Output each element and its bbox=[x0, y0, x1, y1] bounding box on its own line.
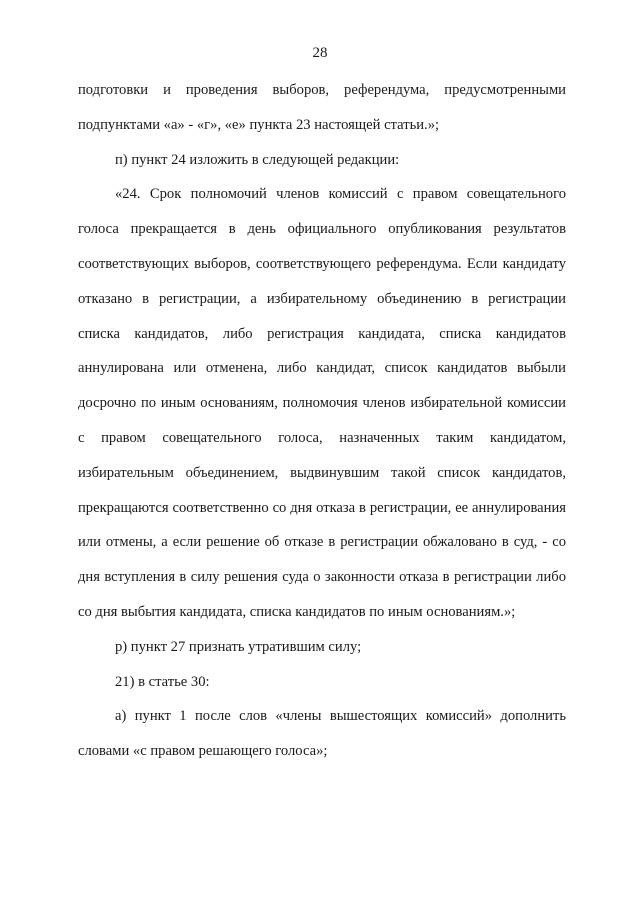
paragraph-item-a: а) пункт 1 после слов «члены вышестоящих комиссий» дополнить словами «с правом решающего голоса»; bbox=[78, 708, 566, 760]
paragraph-item-24: «24. Срок полномочий членов комиссий с правом совещательного голоса прекращается в день официального опубликования результатов соответствующих выборов, соответствующего референдума. Если кандидату отказано в регистрации, а избирательному объединению в регистрации списка кандидатов, либо регистрация кандидата, списка кандидатов аннулирована или отменена, либо кандидат, список кандидатов выбыли досрочно по иным основаниям, полномочия членов избирательной комиссии с правом совещательного голоса, назначенных таким кандидатом, избирательным объединением, выдвинувшим такой список кандидатов, прекращаются соответственно со дня отказа в регистрации, ее аннулирования или отмены, а если решение об отказе в регистрации обжаловано в суд, - со дня вступления в силу решения суда о законности отказа в регистрации либо со дня выбытия кандидата, списка кандидатов по иным основаниям.»; bbox=[78, 186, 566, 620]
paragraph-continuation: подготовки и проведения выборов, референдума, предусмотренными подпунктами «а» - «г», «е» пункта 23 настоящей статьи.»; bbox=[78, 82, 566, 133]
document-body bbox=[78, 73, 566, 769]
paragraph-item-21: 21) в статье 30: bbox=[115, 673, 210, 690]
page-number: 28 bbox=[312, 45, 328, 61]
paragraph-item-p: п) пункт 24 изложить в следующей редакции: bbox=[115, 151, 400, 168]
paragraph-item-r: р) пункт 27 признать утратившим силу; bbox=[115, 638, 362, 655]
